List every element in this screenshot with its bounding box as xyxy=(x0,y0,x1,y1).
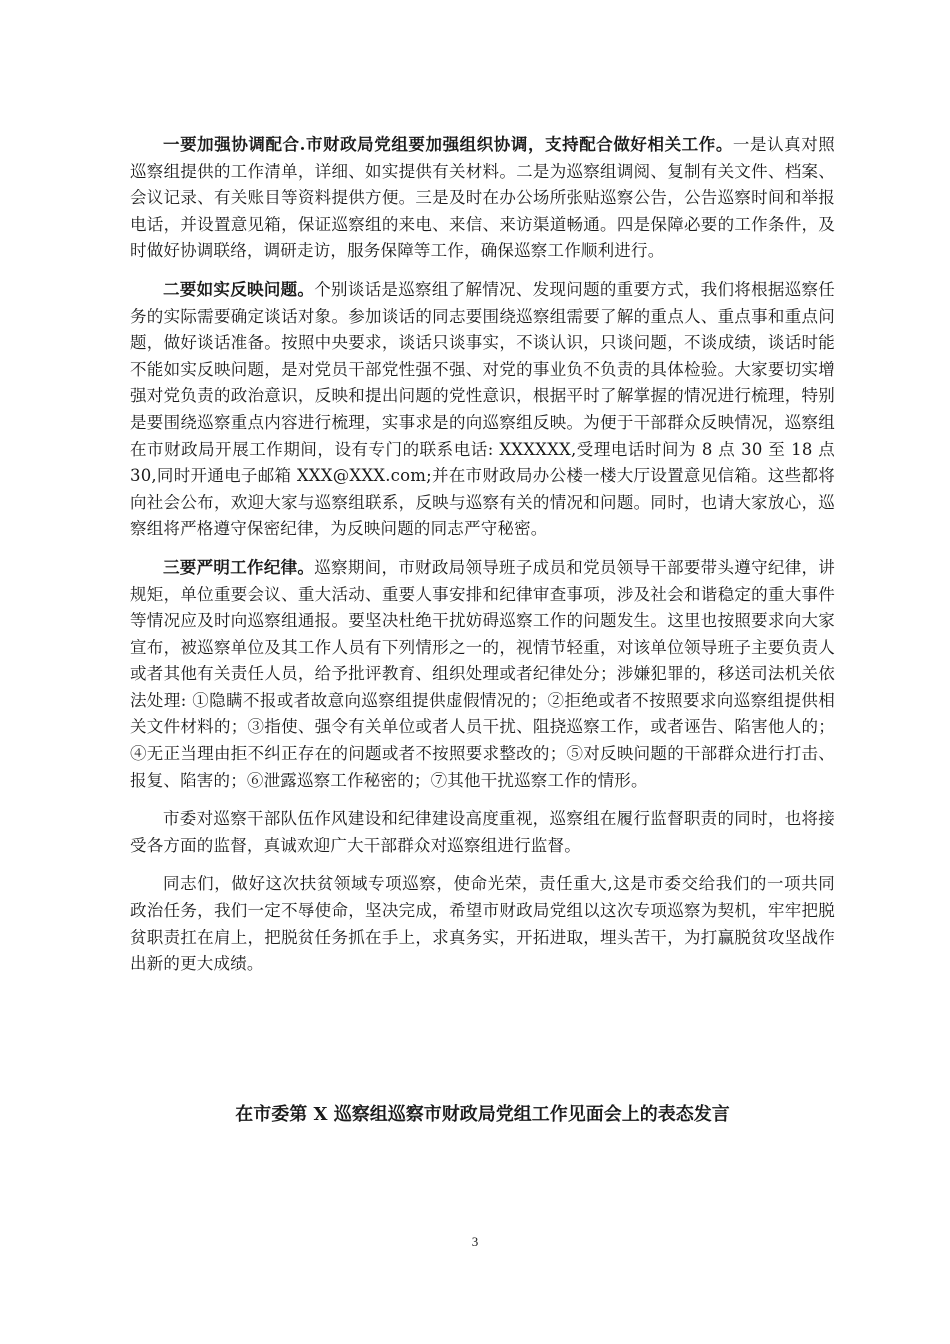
paragraph-lead: 一要加强协调配合.市财政局党组要加强组织协调，支持配合做好相关工作。 xyxy=(163,135,733,154)
body-text xyxy=(130,132,835,990)
paragraph-report-issues xyxy=(130,277,835,543)
paragraph-text: 个别谈话是巡察组了解情况、发现问题的重要方式，我们将根据巡察任务的实际需要确定谈话对象。参加谈话的同志要围绕巡察组需要了解的重点人、重点事和重点问题，做好谈话准备。按照中央要求，谈话只谈事实，不谈认识，只谈问题，不谈成绩，谈话时能不能如实反映问题，是对党员干部党性强不强、对党的事业负不负责的具体检验。大家要切实增强对党负责的政治意识，反映和提出问题的党性意识，根据平时了解掌握的情况进行梳理，特别是要围绕巡察重点内容进行梳理，实事求是的向巡察组反映。为便于干部群众反映情况，巡察组在市财政局开展工作期间，设有专门的联系电话: XXXXXX,受理电话时间为 8 点 30 至 18 点 30,同时开通电子邮箱 XXX@XXX.com;并在市财政局办公楼一楼大厅设置意见信箱。这些都将向社会公布，欢迎大家与巡察组联系，反映与巡察有关的情况和问题。同时，也请大家放心，巡察组将严格遵守保密纪律，为反映问题的同志严守秘密。 xyxy=(130,279,835,539)
paragraph-lead: 三要严明工作纪律。 xyxy=(163,557,315,577)
paragraph-text: 市委对巡察干部队伍作风建设和纪律建设高度重视，巡察组在履行监督职责的同时，也将接受各方面的监督，真诚欢迎广大干部群众对巡察组进行监督。 xyxy=(130,809,835,855)
paragraph-text: 同志们，做好这次扶贫领域专项巡察，使命光荣，责任重大,这是市委交给我们的一项共同政治任务，我们一定不辱使命，坚决完成，希望市财政局党组以这次专项巡察为契机，牢牢把脱贫职责扛在肩上，把脱贫任务抓在手上，求真务实，开拓进取，埋头苦干，为打赢脱贫攻坚战作出新的更大成绩。 xyxy=(130,874,835,974)
next-section-title: 在市委第 X 巡察组巡察市财政局党组工作见面会上的表态发言 xyxy=(235,1104,730,1125)
page-number: 3 xyxy=(471,1234,479,1249)
paragraph-discipline xyxy=(130,555,835,794)
paragraph-closing xyxy=(130,871,835,977)
paragraph-supervision xyxy=(130,806,835,859)
paragraph-text: 一是认真对照巡察组提供的工作清单，详细、如实提供有关材料。二是为巡察组调阅、复制有关文件、档案、会议记录、有关账目等资料提供方便。三是及时在办公场所张贴巡察公告，公告巡察时间和举报电话，并设置意见箱，保证巡察组的来电、来信、来访渠道畅通。四是保障必要的工作条件，及时做好协调联络，调研走访，服务保障等工作，确保巡察工作顺利进行。 xyxy=(130,135,835,261)
paragraph-text: 巡察期间，市财政局领导班子成员和党员领导干部要带头遵守纪律，讲规矩，单位重要会议、重大活动、重要人事安排和纪律审查事项，涉及社会和谐稳定的重大事件等情况应及时向巡察组通报。要坚决杜绝干扰妨碍巡察工作的问题发生。这里也按照要求向大家宣布，被巡察单位及其工作人员有下列情形之一的，视情节轻重，对该单位领导班子主要负责人或者其他有关责任人员，给予批评教育、组织处理或者纪律处分；涉嫌犯罪的，移送司法机关依法处理: ①隐瞒不报或者故意向巡察组提供虚假情况的；②拒绝或者不按照要求向巡察组提供相关文件材料的；③指使、强令有关单位或者人员干扰、阻挠巡察工作，或者诬告、陷害他人的；④无正当理由拒不纠正存在的问题或者不按照要求整改的；⑤对反映问题的干部群众进行打击、报复、陷害的；⑥泄露巡察工作秘密的；⑦其他干扰巡察工作的情形。 xyxy=(130,557,835,790)
paragraph-coordination xyxy=(130,132,835,265)
paragraph-lead: 二要如实反映问题。 xyxy=(163,279,315,299)
